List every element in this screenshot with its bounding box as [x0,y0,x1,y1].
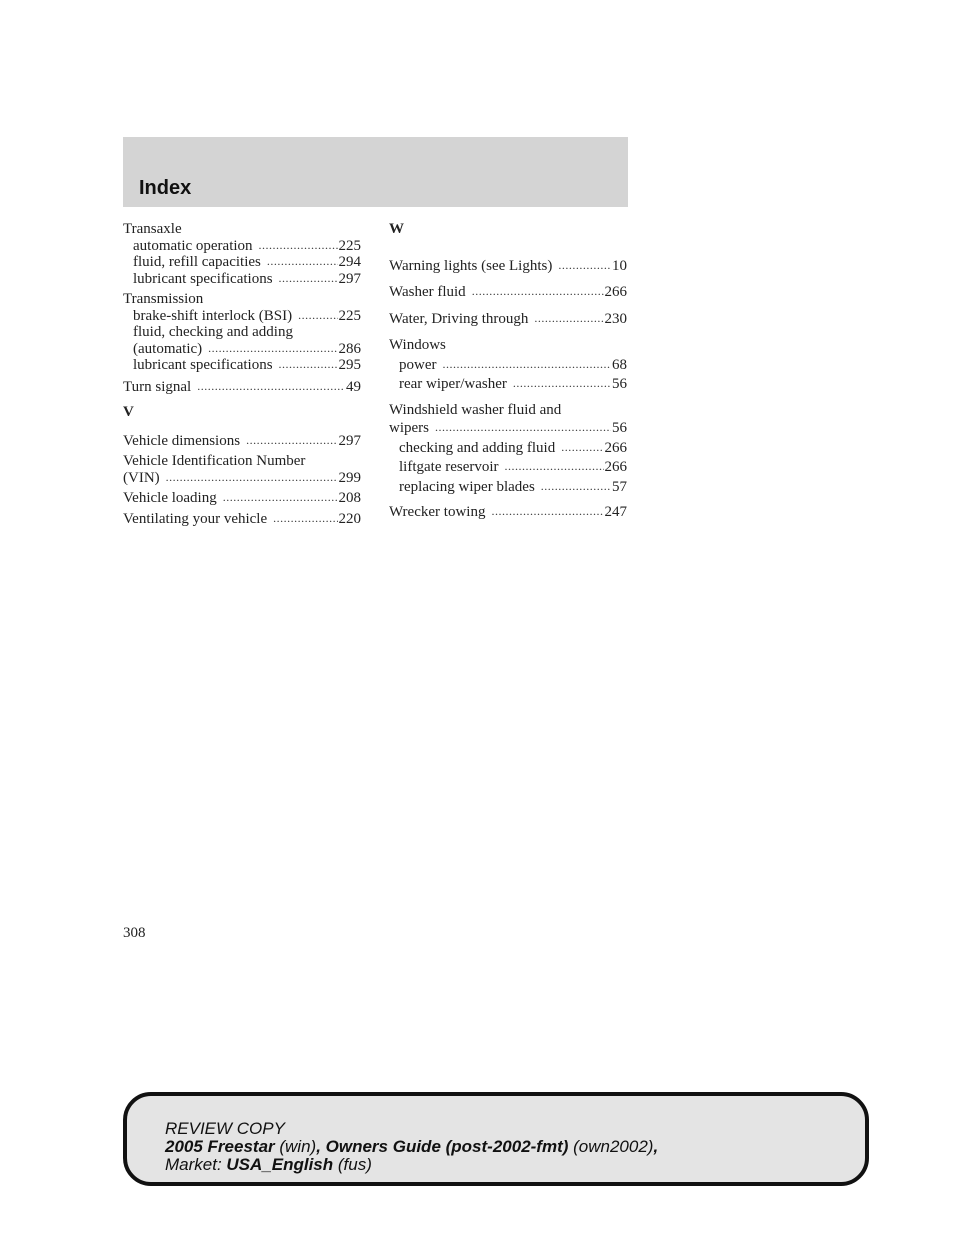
page-ref: 297 [338,270,361,287]
dot-leader [246,434,337,446]
entry-heading: Transmission [123,291,204,307]
page-title: Index [139,177,192,199]
page-ref: 299 [338,469,361,486]
footer-market-code: (fus) [333,1155,372,1174]
entry-text: wipers [389,420,429,436]
dot-leader [279,359,338,371]
dot-leader [197,380,345,392]
entry-heading: Windows [389,337,446,353]
index-subentry [389,357,627,374]
entry-text: checking and adding fluid [399,439,556,456]
index-entry-transaxle [123,221,361,287]
entry-text: Vehicle Identification Number [123,453,306,469]
entry-text: (automatic) [133,340,203,357]
dot-leader [208,342,337,354]
entry-text: power [399,356,437,373]
index-subentry [389,440,627,457]
section-letter-w: W [389,221,404,237]
dot-leader [223,492,338,504]
dot-leader [505,461,604,473]
page-ref: 49 [346,378,361,395]
dot-leader [513,378,611,390]
entry-text: brake-shift interlock (BSI) [133,307,293,324]
index-header [123,137,628,207]
dot-leader [561,441,603,453]
dot-leader [443,358,612,370]
index-entry-vehicle-loading [123,490,361,507]
index-column-right [389,221,627,521]
index-subentry [123,357,361,374]
page-ref: 294 [338,254,361,270]
index-entry-transmission [123,291,361,374]
footer-guide-line [165,1138,658,1156]
index-subentry [389,376,627,393]
dot-leader [534,312,603,324]
page-ref: 266 [604,439,627,456]
review-copy-footer [123,1092,869,1186]
page-ref: 225 [338,237,361,254]
index-entry-windows [389,337,627,393]
index-entry-ventilating [123,511,361,528]
index-subentry [123,341,361,358]
entry-text: Warning lights (see Lights) [389,257,553,274]
entry-text: Vehicle dimensions [123,432,241,449]
entry-text: Vehicle loading [123,490,217,506]
index-entry-turn-signal [123,379,361,396]
index-entry-vin [123,453,361,486]
dot-leader [491,506,603,518]
index-entry-warning-lights [389,258,627,275]
footer-market-label: Market: [165,1155,227,1174]
dot-leader [267,256,338,268]
entry-heading: Transaxle [123,221,182,237]
entry-text: lubricant specifications [133,357,273,373]
dot-leader [279,272,338,284]
page-ref: 297 [338,432,361,449]
page-ref: 247 [604,504,627,520]
entry-text: lubricant specifications [133,270,273,287]
index-entry-vehicle-dimensions [123,433,361,450]
index-column-left [123,221,361,527]
entry-text: (VIN) [123,469,160,486]
footer-guide-code: (own2002) [568,1137,654,1156]
entry-text: Wrecker towing [389,504,486,520]
page-ref: 230 [604,310,627,327]
entry-text: Turn signal [123,378,192,395]
entry-text: automatic operation [133,237,253,254]
entry-text: Windshield washer fluid and [389,401,562,418]
footer-market: USA_English [226,1155,334,1174]
entry-text: Ventilating your vehicle [123,510,268,527]
dot-leader [541,480,611,492]
footer-market-line [165,1156,658,1174]
footer-comma: , [653,1137,659,1156]
index-subentry [123,238,361,255]
entry-text: fluid, checking and adding [133,324,293,340]
footer-text [165,1120,658,1174]
dot-leader [435,422,611,434]
dot-leader [298,309,337,321]
page-ref: 10 [612,257,627,274]
page-number: 308 [123,925,146,941]
index-subentry [389,420,627,437]
footer-model: 2005 Freestar [165,1137,275,1156]
dot-leader [259,239,338,251]
entry-text: liftgate reservoir [399,459,499,475]
page-ref: 266 [604,459,627,475]
page-ref: 208 [338,490,361,506]
index-subentry [123,271,361,288]
section-letter-v: V [123,404,134,420]
review-copy-label: REVIEW COPY [165,1119,285,1138]
index-entry-wrecker-towing [389,504,627,521]
index-subentry [389,459,627,476]
footer-guide: , Owners Guide (post-2002-fmt) [316,1137,569,1156]
page-ref: 56 [612,420,627,436]
dot-leader [273,512,337,524]
dot-leader [166,471,338,483]
entry-text: Washer fluid [389,284,466,300]
index-entry-water-driving [389,311,627,328]
footer-model-code: (win) [274,1137,317,1156]
page-ref: 56 [612,376,627,392]
index-entry-washer-fluid [389,284,627,301]
entry-text: replacing wiper blades [399,478,535,495]
index-subentry [389,479,627,496]
page-ref: 286 [338,340,361,357]
page-ref: 68 [612,356,627,373]
index-entry-windshield [389,402,627,496]
index-subentry [123,308,361,325]
page-ref: 266 [604,284,627,300]
page-ref: 57 [612,478,627,495]
index-subentry [123,254,361,271]
entry-text: fluid, refill capacities [133,254,261,270]
dot-leader [558,259,611,271]
dot-leader [472,286,604,298]
page-ref: 220 [338,510,361,527]
page-ref: 295 [338,357,361,373]
index-subentry [123,470,361,487]
entry-text: rear wiper/washer [399,376,507,392]
page-ref: 225 [338,307,361,324]
entry-text: Water, Driving through [389,310,529,327]
